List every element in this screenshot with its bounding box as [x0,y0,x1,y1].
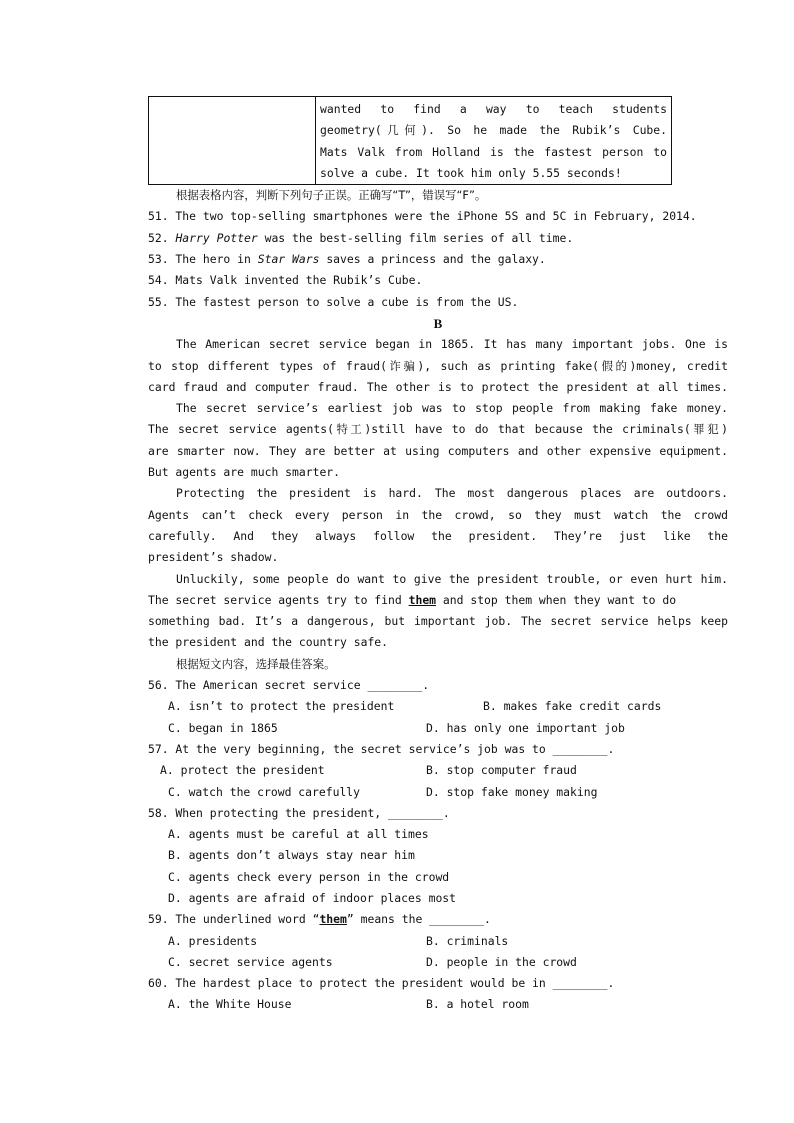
q59-post: ” means the ________. [346,912,491,927]
table-line: geometry(几何). So he made the Rubik’s Cube. [320,123,667,138]
underlined-word-them: them [408,592,437,607]
question-52 [148,228,728,249]
worksheet-page [148,96,728,1016]
passage-line: Unluckily, some people do want to give the president trouble, or even hurt him. [176,571,728,586]
table-line: wanted to find a way to teach students [320,102,667,116]
passage-line: card fraud and computer fraud. The other is to protect the president at all times. [148,379,728,394]
passage-paragraph-4 [148,569,728,654]
passage-line: to stop different types of fraud(诈骗), such as printing fake(假的)money, credit [148,358,728,373]
option-d: D. agents are afraid of indoor places most [168,890,457,905]
table-empty-cell [149,97,316,185]
q53-title: Star Wars [257,252,320,267]
q59-pre: 59. The underlined word “ [148,912,320,927]
q57-options-row-2 [148,782,728,803]
q56-options-row-2 [148,718,728,739]
option-c: C. secret service agents [168,954,333,969]
option-c: C. began in 1865 [168,720,278,735]
option-c: C. watch the crowd carefully [168,784,361,799]
option-a: A. agents must be careful at all times [168,827,429,842]
option-d: D. stop fake money making [426,784,598,799]
q59-options-row-1 [148,931,728,952]
passage-line: The American secret service began in 1865. It has many important jobs. One is [176,337,728,352]
passage-line: something bad. It’s a dangerous, but important job. The secret service helps keep [148,614,728,629]
q59-options-row-2 [148,952,728,973]
passage-line [148,590,728,611]
table-line: solve a cube. It took him only 5.55 seconds! [320,165,622,180]
q57-options-row-1 [148,760,728,781]
passage-paragraph-1 [148,334,728,398]
option-a: A. protect the president [160,763,325,778]
option-b: B. makes fake credit cards [483,699,662,714]
question-56: 56. The American secret service ________. [148,678,430,693]
question-53 [148,249,728,270]
passage-line: Agents can’t check every person in the crowd, so they must watch the crowd [148,507,728,522]
question-59 [148,909,728,930]
option-a: A. isn’t to protect the president [168,699,395,714]
passage-line: Protecting the president is hard. The most dangerous places are outdoors. [176,486,728,501]
part-a-instruction: 根据表格内容，判断下列句子正误。正确写“T”，错误写“F”。 [176,188,487,203]
passage-paragraph-2 [148,398,728,483]
passage-line: But agents are much smarter. [148,465,341,480]
option-b: B. criminals [426,933,509,948]
option-b: B. stop computer fraud [426,763,577,778]
q52-rest: was the best-selling film series of all time. [257,230,574,245]
passage-line: The secret service agents(特工)still have to do that because the criminals(罪犯) [148,422,728,437]
question-54: 54. Mats Valk invented the Rubik’s Cube. [148,273,423,288]
info-table-fragment [148,96,672,185]
q60-options-row-1 [148,994,728,1015]
option-b: B. a hotel room [426,997,529,1012]
passage-line: are smarter now. They are better at using computers and other expensive equipment. [148,443,728,458]
passage-line: The secret service’s earliest job was to stop people from making fake money. [176,401,728,416]
underlined-word-them: them [319,912,347,927]
part-b-instruction: 根据短文内容，选择最佳答案。 [176,656,336,671]
q53-pre: 53. The hero in [148,252,258,267]
option-d: D. people in the crowd [426,954,577,969]
question-60: 60. The hardest place to protect the president would be in ________. [148,976,615,991]
option-a: A. the White House [168,997,292,1012]
p4-post: and stop them when they want to do [436,592,677,607]
option-d: D. has only one important job [426,720,625,735]
table-text-cell [316,97,672,185]
question-55: 55. The fastest person to solve a cube is from the US. [148,294,519,309]
option-c: C. agents check every person in the crowd [168,869,450,884]
question-57: 57. At the very beginning, the secret service’s job was to ________. [148,741,615,756]
q52-number: 52. [148,230,176,245]
option-b: B. agents don’t always stay near him [168,848,415,863]
passage-line: the president and the country safe. [148,635,389,650]
passage-line: carefully. And they always follow the president. They’re just like the [148,528,728,543]
option-a: A. presidents [168,933,258,948]
question-58: 58. When protecting the president, ________. [148,805,450,820]
passage-paragraph-3 [148,483,728,568]
p4-pre: The secret service agents try to find [148,592,409,607]
passage-line: president’s shadow. [148,550,279,565]
q53-rest: saves a princess and the galaxy. [319,252,546,267]
question-51: 51. The two top-selling smartphones were the iPhone 5S and 5C in February, 2014. [148,209,697,224]
q52-title: Harry Potter [175,230,258,245]
table-line: Mats Valk from Holland is the fastest person to [320,144,667,159]
q56-options-row-1 [148,696,728,717]
section-b-heading: B [433,315,443,331]
